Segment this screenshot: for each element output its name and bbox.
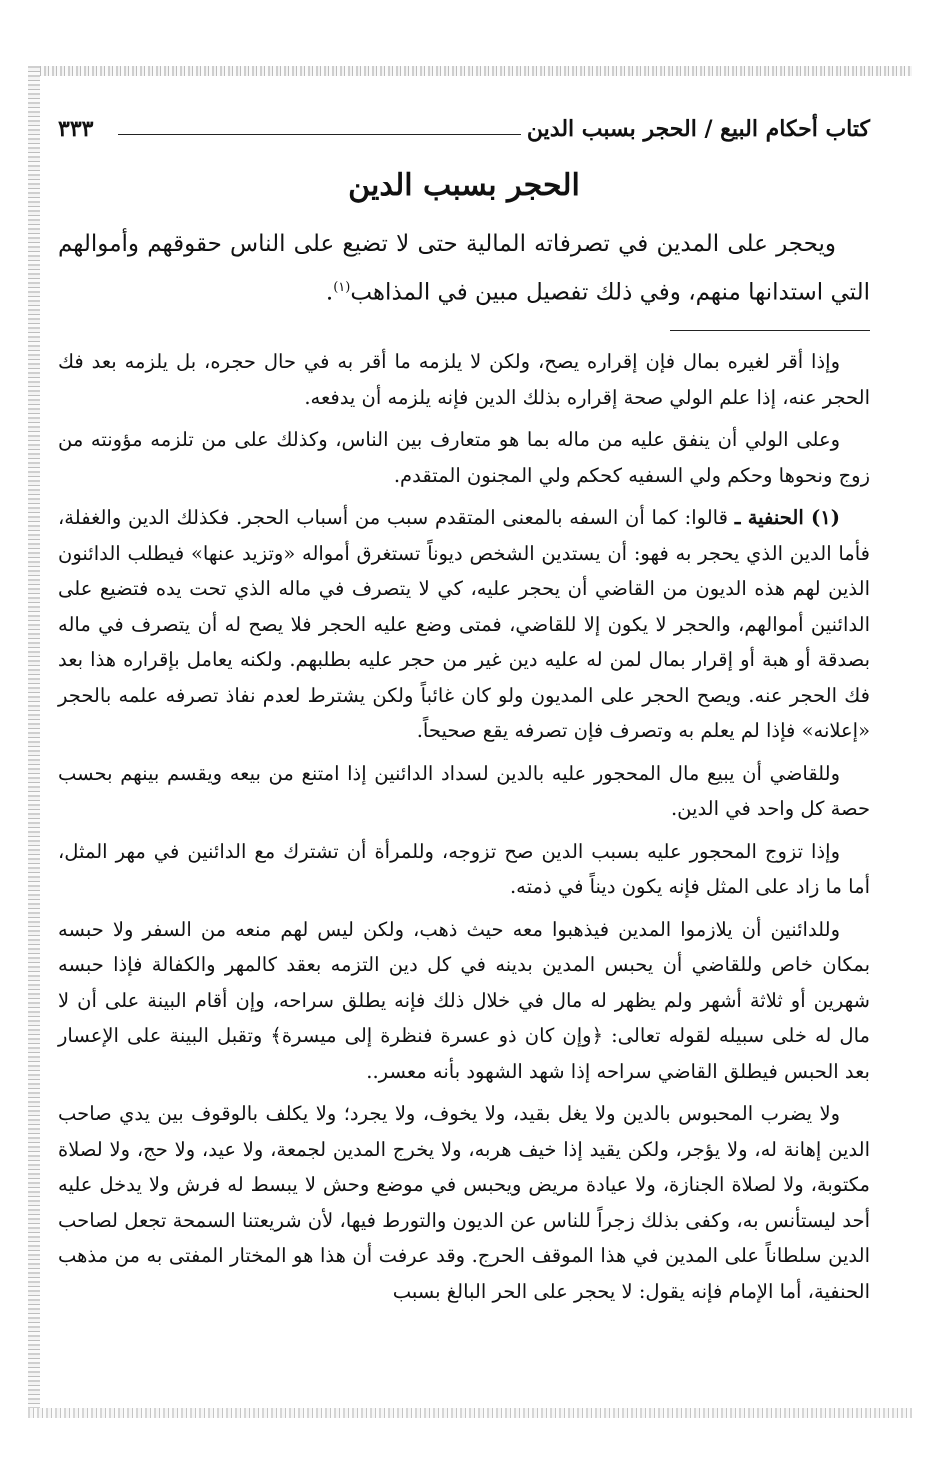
header-rule	[118, 134, 540, 135]
footnote-marker: (١)	[333, 280, 351, 295]
note-paragraph-5: وإذا تزوج المحجور عليه بسبب الدين صح تزوجه، وللمرأة أن تشترك مع الدائنين في مهر المثل، أما ما زاد على المثل فإنه يكون ديناً في ذمته.	[58, 839, 870, 898]
section-title: الحجر بسبب الدين	[348, 168, 580, 203]
decorative-border-top	[28, 66, 912, 76]
footnote-label: (١) الحنفية ـ	[734, 506, 841, 529]
note-paragraph-2: وعلى الولي أن ينفق عليه من ماله بما هو متعارف بين الناس، وكذلك على من تلزمه مؤونته من زوج ونحوها وحكم ولي السفيه كحكم ولي المجنون المتقدم.	[58, 428, 870, 487]
intro-paragraph	[58, 222, 870, 315]
intro-text: ويحجر على المدين في تصرفاته المالية حتى لا تضيع على الناس حقوقهم وأموالهم التي استدانها منهم، وفي ذلك تفصيل مبين في المذاهب	[58, 231, 870, 306]
decorative-border-bottom	[28, 1408, 912, 1418]
note-paragraph-6: وللدائنين أن يلازموا المدين فيذهبوا معه حيث ذهب، ولكن ليس لهم منعه من السفر ولا حبسه بمكان خاص وللقاضي أن يحبس المدين بدينه في كل دين التزمه بعقد كالمهر والكفالة فإذا حبسه شهرين أو ثلاثة أشهر ولم يظهر له مال في خلال ذلك فإنه يطلق سراحه، وإن أقام البينة على أن لا مال له خلى سبيله لقوله تعالى: ﴿وإن كان ذو عسرة فنظرة إلى ميسرة﴾ وتقبل البينة على الإعسار بعد الحبس فيطلق القاضي سراحه إذا شهد الشهود بأنه معسر..	[58, 917, 870, 1083]
page-number: ٣٣٣	[58, 116, 99, 142]
note-paragraph-3	[58, 500, 870, 749]
footnote-separator	[670, 330, 870, 331]
note-paragraph-4: وللقاضي أن يبيع مال المحجور عليه بالدين لسداد الدائنين إذا امتنع من بيعه ويقسم بينهم بحسب حصة كل واحد في الدين.	[58, 761, 870, 820]
decorative-border-left	[28, 66, 40, 1418]
note-paragraph-1: وإذا أقر لغيره بمال فإن إقراره يصح، ولكن لا يلزمه ما أقر به في حال حجره، بل يلزمه بعد فك الحجر عنه، إذا علم الولي صحة إقراره بذلك الدين فإنه يلزمه أن يدفعه.	[58, 350, 870, 409]
running-title: كتاب أحكام البيع / الحجر بسبب الدين	[521, 116, 870, 142]
running-header	[58, 116, 870, 150]
intro-end: .	[325, 279, 334, 306]
note-paragraph-3-text: قالوا: كما أن السفه بالمعنى المتقدم سبب من أسباب الحجر. فكذلك الدين والغفلة، فأما الدين الذي يحجر به فهو: أن يستدين الشخص ديوناً تستغرق أمواله «وتزيد عنها» فيطلب الدائنون الذين لهم هذه الديون من القاضي أن يحجر عليه، كي لا يتصرف في ماله الذي تحت يده فتضيع على الدائنين أموالهم، والحجر لا يكون إلا للقاضي، فمتى وضع عليه الحجر فلا يصح له أن يتصرف في ماله بصدقة أو هبة أو إقرار بمال لمن له عليه دين غير من حجر عليه بطلبهم. ولكنه يعامل بإقراره هذا بعد فك الحجر عنه. ويصح الحجر على المديون ولو كان غائباً ولكن يشترط لعدم نفاذ تصرفه علمه بالحجر «إعلانه» فإذا لم يعلم به وتصرف فإن تصرفه يقع صحيحاً.	[58, 506, 870, 742]
footnotes	[58, 344, 870, 1316]
note-paragraph-7: ولا يضرب المحبوس بالدين ولا يغل بقيد، ولا يخوف، ولا يجرد؛ ولا يكلف بالوقوف بين يدي صاحب الدين إهانة له، ولا يؤجر، ولكن يقيد إذا خيف هربه، ولا يخرج المدين لجمعة، ولا عيد، ولا حج، ولا لصلاة مكتوبة، ولا لصلاة الجنازة، ولا عيادة مريض ويحبس في موضع وحش لا يبسط له فرش ولا يدخل عليه أحد ليستأنس به، وكفى بذلك زجراً للناس عن الديون والتورط فيها، لأن شريعتنا السمحة تجعل لصاحب الدين سلطاناً على المدين في هذا الموقف الحرج. وقد عرفت أن هذا هو المختار المفتى به من مذهب الحنفية، أما الإمام فإنه يقول: لا يحجر على الحر البالغ بسبب	[58, 1102, 870, 1303]
